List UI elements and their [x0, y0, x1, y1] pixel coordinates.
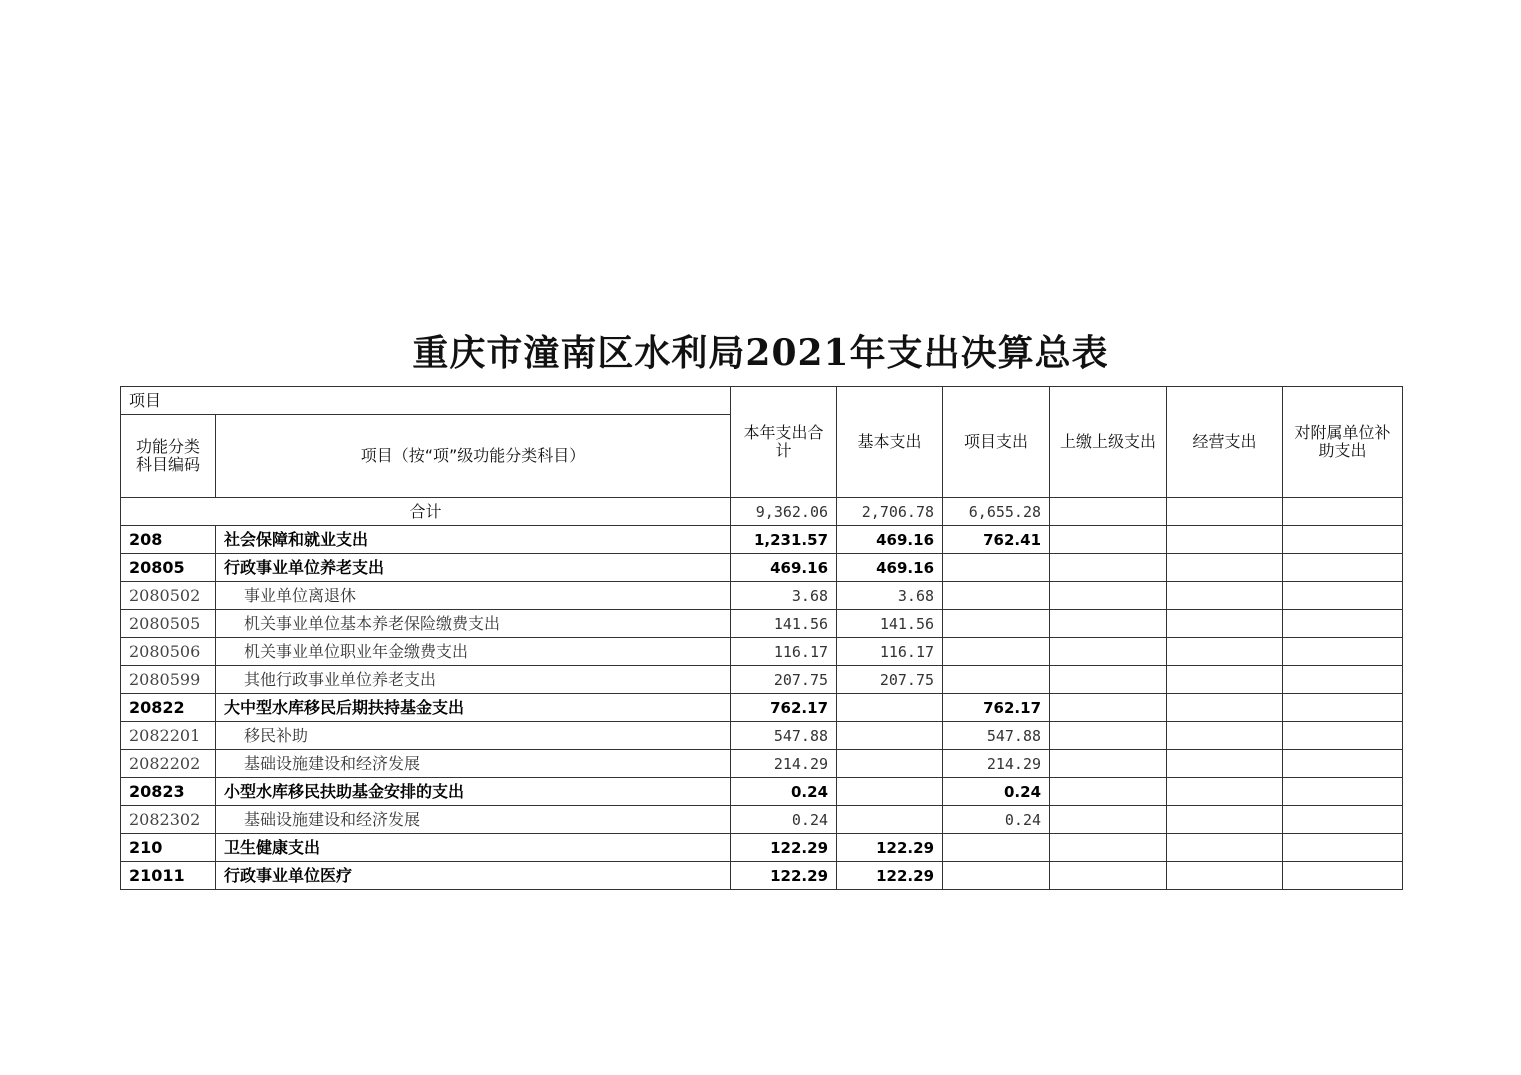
row-code: 210 — [121, 834, 216, 862]
row-total: 547.88 — [731, 722, 837, 750]
row-basic: 469.16 — [837, 554, 943, 582]
row-basic: 116.17 — [837, 638, 943, 666]
row-upper — [1050, 834, 1167, 862]
row-upper — [1050, 638, 1167, 666]
row-subsidy — [1283, 862, 1403, 890]
total-row — [121, 498, 1403, 526]
row-subsidy — [1283, 666, 1403, 694]
row-code: 2082201 — [121, 722, 216, 750]
page-title: 重庆市潼南区水利局2021年支出决算总表 — [412, 332, 1109, 374]
row-basic — [837, 806, 943, 834]
row-name: 卫生健康支出 — [216, 834, 731, 862]
total-subsidy — [1283, 498, 1403, 526]
row-subsidy — [1283, 806, 1403, 834]
row-business — [1167, 862, 1283, 890]
row-upper — [1050, 582, 1167, 610]
row-basic — [837, 722, 943, 750]
row-project: 762.41 — [943, 526, 1050, 554]
row-total: 3.68 — [731, 582, 837, 610]
row-total: 122.29 — [731, 862, 837, 890]
row-upper — [1050, 806, 1167, 834]
row-name: 基础设施建设和经济发展 — [216, 806, 731, 834]
row-business — [1167, 694, 1283, 722]
row-project: 0.24 — [943, 778, 1050, 806]
row-project: 214.29 — [943, 750, 1050, 778]
row-total: 762.17 — [731, 694, 837, 722]
row-name: 其他行政事业单位养老支出 — [216, 666, 731, 694]
row-upper — [1050, 778, 1167, 806]
row-code: 2082202 — [121, 750, 216, 778]
row-total: 0.24 — [731, 806, 837, 834]
table-row — [121, 582, 1403, 610]
row-business — [1167, 750, 1283, 778]
row-upper — [1050, 554, 1167, 582]
row-subsidy — [1283, 722, 1403, 750]
row-business — [1167, 610, 1283, 638]
row-name: 事业单位离退休 — [216, 582, 731, 610]
header-upper: 上缴上级支出 — [1050, 387, 1167, 498]
row-basic: 3.68 — [837, 582, 943, 610]
row-upper — [1050, 694, 1167, 722]
row-subsidy — [1283, 694, 1403, 722]
row-total: 207.75 — [731, 666, 837, 694]
row-project — [943, 582, 1050, 610]
table-row — [121, 694, 1403, 722]
row-business — [1167, 526, 1283, 554]
header-code: 功能分类科目编码 — [121, 415, 216, 498]
row-subsidy — [1283, 834, 1403, 862]
row-code: 20822 — [121, 694, 216, 722]
table-row — [121, 638, 1403, 666]
row-project — [943, 834, 1050, 862]
row-code: 21011 — [121, 862, 216, 890]
row-subsidy — [1283, 750, 1403, 778]
row-project — [943, 554, 1050, 582]
row-basic: 207.75 — [837, 666, 943, 694]
total-project: 6,655.28 — [943, 498, 1050, 526]
row-project — [943, 638, 1050, 666]
row-name: 行政事业单位养老支出 — [216, 554, 731, 582]
row-project — [943, 862, 1050, 890]
row-code: 2082302 — [121, 806, 216, 834]
expenditure-table — [120, 386, 1403, 890]
row-subsidy — [1283, 526, 1403, 554]
row-upper — [1050, 666, 1167, 694]
row-subsidy — [1283, 638, 1403, 666]
row-subsidy — [1283, 582, 1403, 610]
row-subsidy — [1283, 778, 1403, 806]
row-basic: 122.29 — [837, 862, 943, 890]
row-basic — [837, 750, 943, 778]
table-row — [121, 750, 1403, 778]
row-code: 20805 — [121, 554, 216, 582]
row-upper — [1050, 722, 1167, 750]
row-name: 大中型水库移民后期扶持基金支出 — [216, 694, 731, 722]
row-business — [1167, 554, 1283, 582]
total-business — [1167, 498, 1283, 526]
row-upper — [1050, 526, 1167, 554]
total-amount: 9,362.06 — [731, 498, 837, 526]
row-project: 0.24 — [943, 806, 1050, 834]
row-total: 0.24 — [731, 778, 837, 806]
total-label: 合计 — [121, 498, 731, 526]
table-row — [121, 610, 1403, 638]
row-code: 2080502 — [121, 582, 216, 610]
row-basic: 122.29 — [837, 834, 943, 862]
header-basic: 基本支出 — [837, 387, 943, 498]
row-business — [1167, 666, 1283, 694]
row-code: 2080599 — [121, 666, 216, 694]
row-total: 214.29 — [731, 750, 837, 778]
row-upper — [1050, 610, 1167, 638]
table-row — [121, 778, 1403, 806]
row-name: 小型水库移民扶助基金安排的支出 — [216, 778, 731, 806]
header-business: 经营支出 — [1167, 387, 1283, 498]
row-name: 基础设施建设和经济发展 — [216, 750, 731, 778]
row-basic — [837, 778, 943, 806]
table-row — [121, 666, 1403, 694]
row-basic: 469.16 — [837, 526, 943, 554]
row-business — [1167, 778, 1283, 806]
table-row — [121, 806, 1403, 834]
row-total: 122.29 — [731, 834, 837, 862]
row-code: 2080506 — [121, 638, 216, 666]
total-basic: 2,706.78 — [837, 498, 943, 526]
table-row — [121, 722, 1403, 750]
header-project: 项目支出 — [943, 387, 1050, 498]
row-code: 2080505 — [121, 610, 216, 638]
row-subsidy — [1283, 610, 1403, 638]
row-total: 141.56 — [731, 610, 837, 638]
row-basic: 141.56 — [837, 610, 943, 638]
row-code: 208 — [121, 526, 216, 554]
row-business — [1167, 722, 1283, 750]
table-row — [121, 554, 1403, 582]
row-name: 移民补助 — [216, 722, 731, 750]
row-basic — [837, 694, 943, 722]
row-project: 762.17 — [943, 694, 1050, 722]
row-upper — [1050, 750, 1167, 778]
row-name: 机关事业单位基本养老保险缴费支出 — [216, 610, 731, 638]
row-code: 20823 — [121, 778, 216, 806]
header-row-1 — [121, 387, 1403, 415]
row-total: 116.17 — [731, 638, 837, 666]
header-total: 本年支出合计 — [731, 387, 837, 498]
row-name: 机关事业单位职业年金缴费支出 — [216, 638, 731, 666]
table-row — [121, 834, 1403, 862]
table-row — [121, 862, 1403, 890]
row-upper — [1050, 862, 1167, 890]
row-total: 469.16 — [731, 554, 837, 582]
row-project: 547.88 — [943, 722, 1050, 750]
row-name: 社会保障和就业支出 — [216, 526, 731, 554]
row-subsidy — [1283, 554, 1403, 582]
header-name: 项目（按“项”级功能分类科目） — [216, 415, 731, 498]
row-business — [1167, 806, 1283, 834]
row-total: 1,231.57 — [731, 526, 837, 554]
row-business — [1167, 834, 1283, 862]
header-item: 项目 — [121, 387, 731, 415]
total-upper — [1050, 498, 1167, 526]
row-project — [943, 666, 1050, 694]
row-business — [1167, 582, 1283, 610]
row-name: 行政事业单位医疗 — [216, 862, 731, 890]
table-row — [121, 526, 1403, 554]
header-subsidy: 对附属单位补助支出 — [1283, 387, 1403, 498]
row-business — [1167, 638, 1283, 666]
row-project — [943, 610, 1050, 638]
